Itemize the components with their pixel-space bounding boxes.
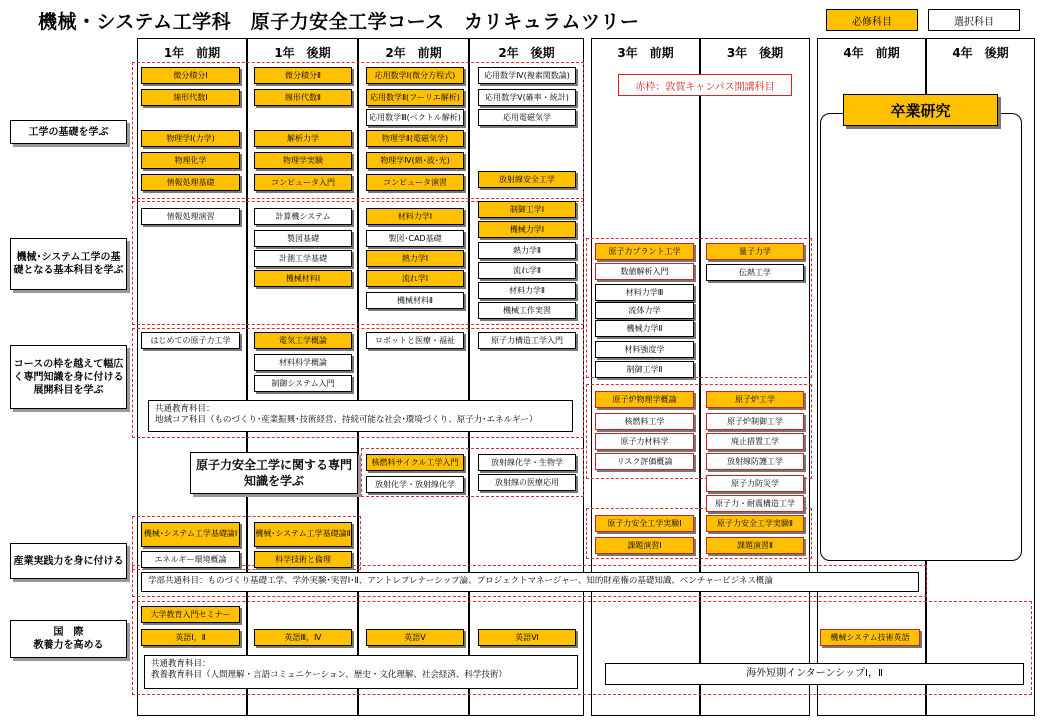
course-box-tsuruga: 原子炉物理学概論 [595, 391, 694, 408]
course-box: 応用数学Ⅲ(ベクトル解析) [366, 109, 464, 126]
course-box: 制御工学Ⅱ [595, 361, 694, 378]
note-faculty-common: 学部共通科目：ものづくり基礎工学、学外実験･実習Ⅰ･Ⅱ、アントレプレナーシップ論、プロジェクトマネージャー、知的財産権の基礎知識、ベンチャービジネス概論 [141, 572, 919, 592]
course-box: 応用数学Ⅳ(複素関数論) [478, 67, 576, 84]
course-box-tsuruga: 量子力学 [706, 243, 804, 260]
course-box: ロボットと医療・福祉 [366, 332, 464, 349]
course-box: 応用数学Ⅱ(フーリエ解析) [366, 89, 464, 106]
course-box: 微分積分Ⅱ [254, 67, 352, 84]
course-box-tsuruga: 原子力安全工学実験Ⅱ [706, 515, 804, 532]
course-box-tsuruga: 廃止措置工学 [706, 433, 804, 450]
course-box: 熱力学Ⅰ [366, 250, 464, 267]
course-box: 計算機システム [254, 208, 352, 225]
course-box-tsuruga: 原子力材料学 [595, 433, 694, 450]
course-box-tsuruga: 原子炉工学 [706, 391, 804, 408]
column-header: 1年 前期 [163, 46, 221, 60]
course-box: 計測工学基礎 [254, 250, 352, 267]
course-box: 大学教育入門セミナー [141, 606, 240, 623]
category-cross: コースの枠を越えて幅広く専門知識を身に付ける展開科目を学ぶ [10, 345, 127, 409]
note-line: 地域コア科目（ものづくり･産業振興･技術経営、持続可能な社会･環境づくり、原子力･エネルギー） [155, 415, 538, 426]
category-intl [10, 620, 127, 658]
course-box: コンピュータ演習 [366, 174, 464, 191]
course-box: 物理化学 [141, 152, 240, 169]
course-box-tsuruga: 放射線防護工学 [706, 453, 804, 470]
course-box: 英語Ⅵ [478, 629, 576, 646]
course-box: 機械力学Ⅰ [478, 221, 576, 238]
note-line: 教養教育科目（人間理解・言語コミュニケーション、歴史・文化理解、社会経済、科学技術） [151, 670, 507, 681]
course-box: 流れ学Ⅱ [478, 262, 576, 279]
thesis-course: 卒業研究 [843, 94, 998, 126]
course-box: 物理学Ⅳ(熱･波･光) [366, 152, 464, 169]
course-box: 材料力学Ⅲ [595, 284, 694, 301]
category-intl-line1: 国 際 [53, 627, 84, 638]
course-box: 情報処理基礎 [141, 174, 240, 191]
course-box: 応用数学Ⅴ(確率・統計) [478, 89, 576, 106]
course-box: 原子力構造工学入門 [478, 332, 576, 349]
course-box: 熱力学Ⅱ [478, 242, 576, 259]
course-box: 機械材料Ⅰ [254, 270, 352, 287]
category-intl-line2: 教養力を高める [33, 640, 104, 651]
course-box: 放射線化学・生物学 [478, 454, 576, 471]
course-box: 製図･CAD基礎 [366, 230, 464, 247]
category-nuclear: 原子力安全工学に関する専門知識を学ぶ [190, 452, 358, 494]
course-box: 放射線の医療応用 [478, 474, 576, 491]
course-box: 制御システム入門 [254, 375, 352, 392]
column-header: 3年 前期 [617, 46, 674, 60]
course-box: 流体力学 [595, 302, 694, 319]
column-header: 1年 後期 [274, 46, 331, 60]
course-box: 材料力学Ⅰ [366, 208, 464, 225]
course-box: 機械工作実習 [478, 302, 576, 319]
course-box: 物理学Ⅱ(電磁気学) [366, 130, 464, 147]
course-box: 物理学実験 [254, 152, 352, 169]
page-title: 機械・システム工学科 原子力安全工学コース カリキュラムツリー [38, 11, 640, 33]
course-box: 機械･システム工学基礎論Ⅱ [254, 522, 352, 547]
course-box-tsuruga: 原子力プラント工学 [595, 243, 694, 260]
course-box: 機械力学Ⅱ [595, 320, 694, 337]
column-header: 3年 後期 [726, 46, 784, 60]
legend-required: 必修科目 [826, 9, 918, 31]
course-box-tsuruga: 数値解析入門 [595, 263, 694, 280]
course-box: 英語Ⅲ，Ⅳ [254, 629, 352, 646]
note-common-specialized [148, 400, 573, 432]
category-mech: 機械･システム工学の基礎となる基本科目を学ぶ [10, 238, 127, 290]
course-box-tsuruga: 核燃料工学 [595, 413, 694, 430]
course-box: 微分積分Ⅰ [141, 67, 240, 84]
category-basic: 工学の基礎を学ぶ [10, 120, 127, 144]
note-line: 共通教育科目： [155, 404, 215, 414]
course-box-tsuruga: 課題演習Ⅰ [595, 537, 694, 554]
course-box: エネルギー環境概論 [141, 551, 240, 568]
course-box-tsuruga: 原子力防災学 [706, 475, 804, 492]
column-header: 2年 後期 [498, 46, 555, 60]
course-box: 機械･システム工学基礎論Ⅰ [141, 522, 240, 547]
course-box: コンピュータ入門 [254, 174, 352, 191]
course-box: 線形代数Ⅰ [141, 89, 240, 106]
course-box: 英語Ⅰ，Ⅱ [141, 629, 240, 646]
column-header: 4年 前期 [843, 46, 900, 60]
course-box: 製図基礎 [254, 230, 352, 247]
course-box-tsuruga: 原子炉制御工学 [706, 413, 804, 430]
course-box: 線形代数Ⅱ [254, 89, 352, 106]
course-box: 機械材料Ⅱ [366, 292, 464, 309]
course-box: 材料強度学 [595, 341, 694, 358]
course-box: 情報処理演習 [141, 208, 240, 225]
red-frame-legend: 赤枠：敦賀キャンパス開講科目 [618, 74, 792, 96]
course-box-tsuruga: 課題演習Ⅱ [706, 537, 804, 554]
course-box: 制御工学Ⅰ [478, 201, 576, 218]
course-box-tsuruga: 機械システム技術英語 [820, 629, 920, 646]
column-header: 4年 後期 [952, 46, 1009, 60]
course-box: 応用数学Ⅰ(微分方程式) [366, 67, 464, 84]
thesis-panel [820, 113, 1022, 561]
course-box: 科学技術と倫理 [254, 551, 352, 568]
legend-elective: 選択科目 [928, 9, 1020, 31]
course-box-tsuruga: 原子力安全工学実験Ⅰ [595, 515, 694, 532]
column-header: 2年 前期 [385, 46, 442, 60]
course-box: 英語Ⅴ [366, 629, 464, 646]
course-box-tsuruga: 原子力・耐震構造工学 [706, 495, 804, 512]
course-box: 材料力学Ⅱ [478, 282, 576, 299]
category-practice: 産業実践力を身に付ける [10, 543, 127, 579]
course-box: はじめての原子力工学 [141, 332, 240, 349]
course-box: 解析力学 [254, 130, 352, 147]
course-box: 物理学Ⅰ(力学) [141, 130, 240, 147]
course-box: 核燃料サイクル工学入門 [366, 454, 464, 471]
note-liberal [144, 655, 578, 689]
course-box: 電気工学概論 [254, 332, 352, 349]
course-box: 流れ学Ⅰ [366, 270, 464, 287]
course-box: 伝熱工学 [706, 264, 804, 281]
course-box: 放射線安全工学 [478, 171, 576, 188]
course-box: 応用電磁気学 [478, 109, 576, 126]
note-internship: 海外短期インターンシップⅠ，Ⅱ [605, 663, 1024, 685]
note-line: 共通教育科目： [151, 659, 211, 669]
course-box: 放射化学・放射線化学 [366, 476, 464, 493]
course-box-tsuruga: リスク評価概論 [595, 453, 694, 470]
course-box: 材料科学概論 [254, 354, 352, 371]
